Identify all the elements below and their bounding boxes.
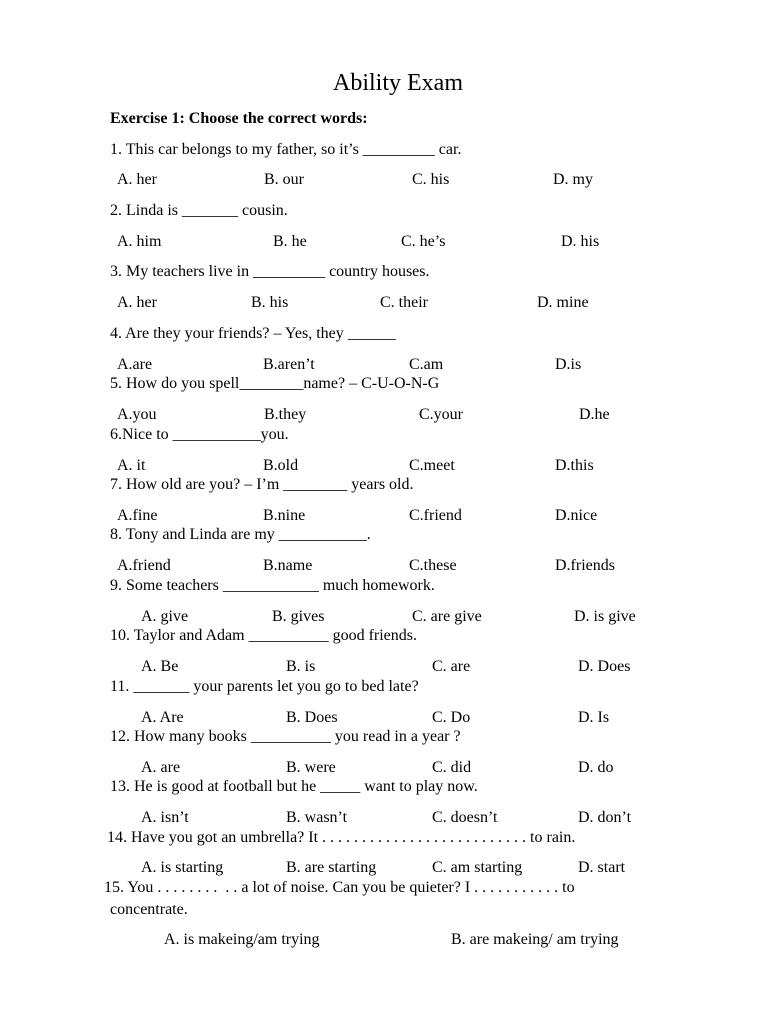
q4-option-b[interactable]: B.aren’t xyxy=(263,356,315,373)
q4-option-d[interactable]: D.is xyxy=(555,356,582,373)
question-6: 6.Nice to ___________you. xyxy=(110,426,289,443)
q15-option-b[interactable]: B. are makeing/ am trying xyxy=(451,931,619,948)
q10-option-a[interactable]: A. Be xyxy=(141,658,179,675)
q15-option-a[interactable]: A. is makeing/am trying xyxy=(164,931,320,948)
q3-option-a[interactable]: A. her xyxy=(117,294,157,311)
question-3: 3. My teachers live in _________ country houses. xyxy=(110,263,430,280)
q5-option-c[interactable]: C.your xyxy=(419,406,463,423)
question-7: 7. How old are you? – I’m ________ years old. xyxy=(110,476,414,493)
q6-option-b[interactable]: B.old xyxy=(263,457,299,474)
q1-option-b[interactable]: B. our xyxy=(264,171,304,188)
q1-option-a[interactable]: A. her xyxy=(117,171,157,188)
q11-option-a[interactable]: A. Are xyxy=(141,709,184,726)
q7-option-c[interactable]: C.friend xyxy=(409,507,462,524)
q10-option-b[interactable]: B. is xyxy=(286,658,316,675)
q2-option-c[interactable]: C. he’s xyxy=(401,233,446,250)
q14-option-b[interactable]: B. are starting xyxy=(286,859,377,876)
q7-option-a[interactable]: A.fine xyxy=(117,507,158,524)
question-13: 13. He is good at football but he _____ want to play now. xyxy=(110,778,478,795)
q6-option-d[interactable]: D.this xyxy=(555,457,594,474)
q9-option-b[interactable]: B. gives xyxy=(272,608,325,625)
question-4: 4. Are they your friends? – Yes, they ______ xyxy=(110,325,396,342)
question-15-continuation: concentrate. xyxy=(110,901,188,918)
q9-option-a[interactable]: A. give xyxy=(141,608,189,625)
q8-option-a[interactable]: A.friend xyxy=(117,557,171,574)
q2-option-b[interactable]: B. he xyxy=(273,233,307,250)
question-1: 1. This car belongs to my father, so it’s _________ car. xyxy=(110,141,462,158)
question-15: 15. You . . . . . . . . . . a lot of noise. Can you be quieter? I . . . . . . . . . . . to xyxy=(104,879,575,896)
question-11: 11. _______ your parents let you go to bed late? xyxy=(110,678,419,695)
q13-option-b[interactable]: B. wasn’t xyxy=(286,809,348,826)
q8-option-b[interactable]: B.name xyxy=(263,557,313,574)
q8-option-d[interactable]: D.friends xyxy=(555,557,615,574)
q14-option-a[interactable]: A. is starting xyxy=(141,859,224,876)
q9-option-d[interactable]: D. is give xyxy=(574,608,636,625)
question-12: 12. How many books __________ you read in a year ? xyxy=(110,728,461,745)
q8-option-c[interactable]: C.these xyxy=(409,557,457,574)
q5-option-d[interactable]: D.he xyxy=(579,406,610,423)
q6-option-a[interactable]: A. it xyxy=(117,457,146,474)
question-10: 10. Taylor and Adam __________ good friends. xyxy=(110,627,417,644)
question-9: 9. Some teachers ____________ much homework. xyxy=(110,577,435,594)
q9-option-c[interactable]: C. are give xyxy=(412,608,482,625)
q12-option-d[interactable]: D. do xyxy=(578,759,614,776)
q11-option-d[interactable]: D. Is xyxy=(578,709,610,726)
q12-option-a[interactable]: A. are xyxy=(141,759,181,776)
page-title: Ability Exam xyxy=(333,70,463,96)
q11-option-c[interactable]: C. Do xyxy=(432,709,471,726)
q14-option-d[interactable]: D. start xyxy=(578,859,626,876)
q12-option-b[interactable]: B. were xyxy=(286,759,336,776)
q1-option-d[interactable]: D. my xyxy=(553,171,593,188)
q13-option-c[interactable]: C. doesn’t xyxy=(432,809,498,826)
q2-option-d[interactable]: D. his xyxy=(561,233,600,250)
q5-option-b[interactable]: B.they xyxy=(264,406,307,423)
q7-option-b[interactable]: B.nine xyxy=(263,507,306,524)
q3-option-c[interactable]: C. their xyxy=(380,294,428,311)
q4-option-a[interactable]: A.are xyxy=(117,356,153,373)
exercise-heading: Exercise 1: Choose the correct words: xyxy=(110,110,368,127)
q10-option-d[interactable]: D. Does xyxy=(578,658,631,675)
q4-option-c[interactable]: C.am xyxy=(409,356,444,373)
q13-option-d[interactable]: D. don’t xyxy=(578,809,632,826)
question-2: 2. Linda is _______ cousin. xyxy=(110,202,288,219)
question-8: 8. Tony and Linda are my ___________. xyxy=(110,526,371,543)
q14-option-c[interactable]: C. am starting xyxy=(432,859,523,876)
q3-option-d[interactable]: D. mine xyxy=(537,294,589,311)
q2-option-a[interactable]: A. him xyxy=(117,233,162,250)
q5-option-a[interactable]: A.you xyxy=(117,406,157,423)
q10-option-c[interactable]: C. are xyxy=(432,658,471,675)
q6-option-c[interactable]: C.meet xyxy=(409,457,455,474)
q3-option-b[interactable]: B. his xyxy=(251,294,289,311)
q1-option-c[interactable]: C. his xyxy=(412,171,450,188)
question-14: 14. Have you got an umbrella? It . . . . . . . . . . . . . . . . . . . . . . . . . . to rain. xyxy=(107,829,576,846)
q11-option-b[interactable]: B. Does xyxy=(286,709,338,726)
q7-option-d[interactable]: D.nice xyxy=(555,507,598,524)
question-5: 5. How do you spell________name? – C-U-O-N-G xyxy=(110,375,440,392)
q12-option-c[interactable]: C. did xyxy=(432,759,472,776)
q13-option-a[interactable]: A. isn’t xyxy=(141,809,189,826)
